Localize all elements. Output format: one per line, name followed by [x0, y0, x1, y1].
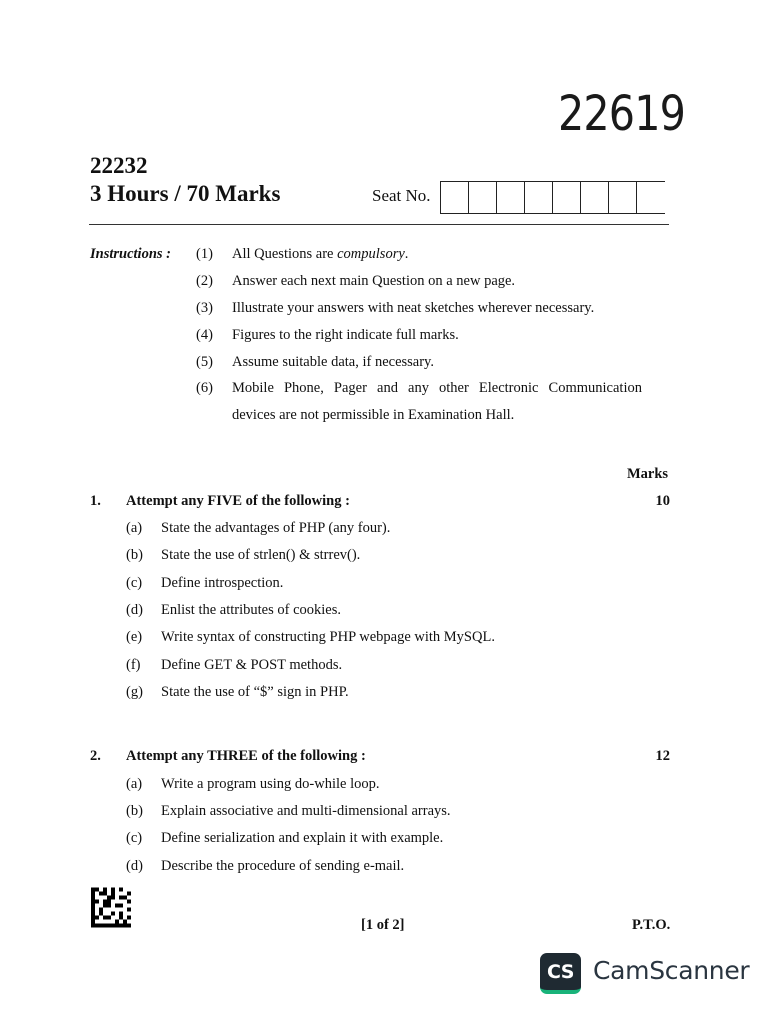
seat-digit-box	[608, 182, 636, 213]
header-divider	[89, 224, 669, 225]
seat-number-label: Seat No.	[372, 186, 431, 205]
question-heading: Attempt any THREE of the following :	[126, 748, 366, 764]
seat-digit-box	[552, 182, 580, 213]
subquestion-text: State the use of strlen() & strrev().	[161, 547, 361, 563]
subquestion-label: (c)	[126, 830, 143, 846]
subquestion-label: (g)	[126, 684, 143, 700]
instruction-text: Figures to the right indicate full marks.	[232, 327, 459, 343]
subquestion-text: Write syntax of constructing PHP webpage with MySQL.	[161, 629, 495, 645]
subquestion-label: (b)	[126, 547, 143, 563]
instruction-text-continued: devices are not permissible in Examination Hall.	[232, 407, 515, 423]
marks-column-heading: Marks	[627, 466, 669, 482]
subquestion-text: Define GET & POST methods.	[161, 657, 343, 673]
seat-digit-box	[440, 182, 468, 213]
subquestion-text: Enlist the attributes of cookies.	[161, 602, 342, 618]
question-heading: Attempt any FIVE of the following :	[126, 493, 350, 509]
instruction-number: (6)	[196, 380, 213, 396]
subquestion-text: State the advantages of PHP (any four).	[161, 520, 391, 536]
seat-digit-box	[524, 182, 552, 213]
subquestion-label: (a)	[126, 776, 143, 792]
subquestion-label: (d)	[126, 858, 143, 874]
seat-digit-box	[496, 182, 524, 213]
instruction-number: (5)	[196, 354, 213, 370]
instruction-text: Mobile Phone, Pager and any other Electronic Communication	[232, 380, 642, 396]
subquestion-label: (f)	[126, 657, 141, 673]
seat-digit-box	[636, 182, 665, 213]
instruction-text: Illustrate your answers with neat sketches wherever necessary.	[232, 300, 595, 316]
instructions-label: Instructions :	[90, 246, 171, 262]
seat-digit-box	[468, 182, 496, 213]
subquestion-text: State the use of “$” sign in PHP.	[161, 684, 349, 700]
subquestion-text: Define introspection.	[161, 575, 284, 591]
seat-number-boxes	[440, 181, 665, 214]
duration-and-marks: 3 Hours / 70 Marks	[90, 181, 281, 206]
instruction-number: (3)	[196, 300, 213, 316]
question-marks: 12	[655, 748, 670, 764]
question-number: 1.	[90, 493, 101, 509]
emphasis-text: compulsory	[337, 246, 405, 262]
paper-code: 22232	[90, 153, 148, 178]
subquestion-text: Explain associative and multi-dimensional arrays.	[161, 803, 451, 819]
instruction-text: Assume suitable data, if necessary.	[232, 354, 434, 370]
instruction-number: (1)	[196, 246, 213, 262]
subquestion-label: (b)	[126, 803, 143, 819]
page-number: [1 of 2]	[361, 917, 405, 933]
please-turn-over: P.T.O.	[632, 917, 671, 933]
subquestion-text: Describe the procedure of sending e-mail.	[161, 858, 405, 874]
camscanner-watermark: CamScanner	[593, 956, 750, 985]
subquestion-text: Define serialization and explain it with example.	[161, 830, 444, 846]
subquestion-label: (e)	[126, 629, 143, 645]
subquestion-label: (d)	[126, 602, 143, 618]
handwritten-paper-number: 22619	[558, 86, 686, 142]
instruction-text: All Questions are compulsory.	[232, 246, 409, 262]
subquestion-label: (a)	[126, 520, 143, 536]
question-number: 2.	[90, 748, 101, 764]
instruction-number: (4)	[196, 327, 213, 343]
subquestion-text: Write a program using do-while loop.	[161, 776, 380, 792]
datamatrix-code-icon	[91, 887, 131, 928]
seat-digit-box	[580, 182, 608, 213]
camscanner-logo-icon: CS	[540, 953, 581, 994]
question-marks: 10	[655, 493, 670, 509]
subquestion-label: (c)	[126, 575, 143, 591]
instruction-text: Answer each next main Question on a new page.	[232, 273, 516, 289]
instruction-number: (2)	[196, 273, 213, 289]
